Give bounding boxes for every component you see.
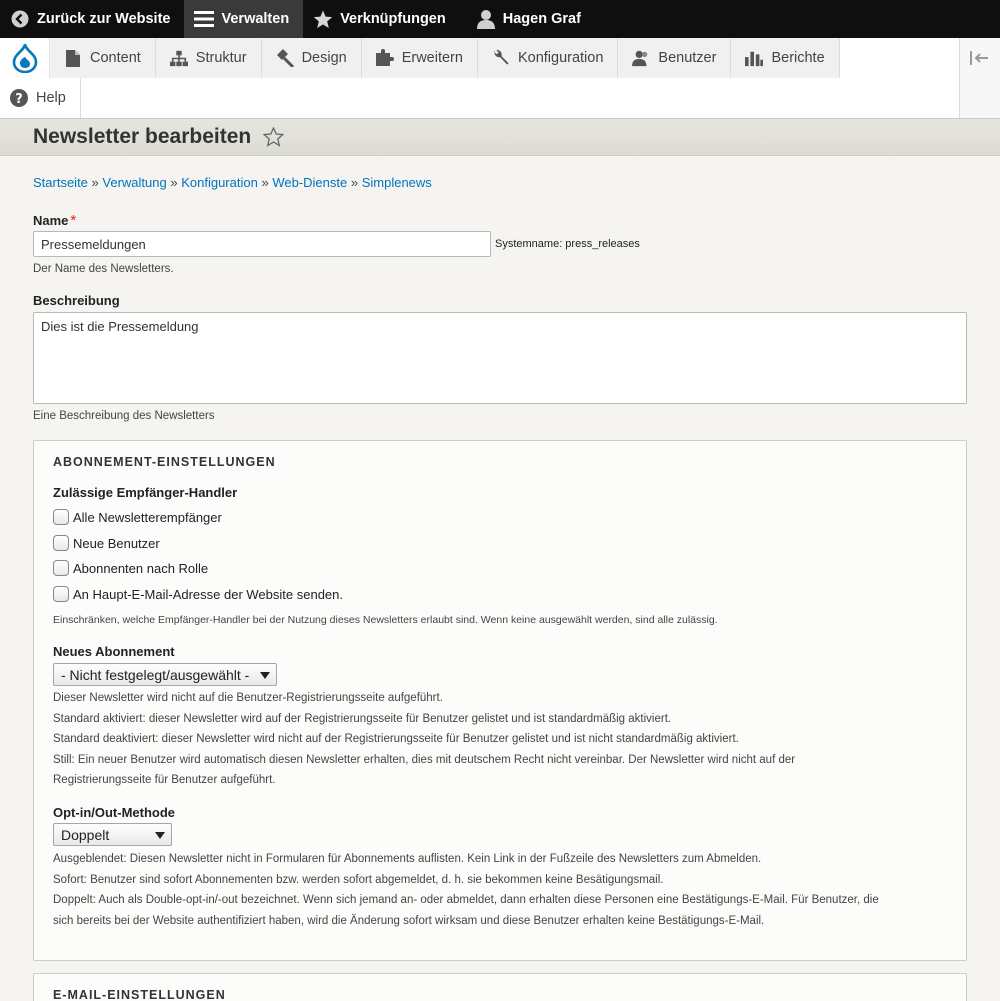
people-icon bbox=[632, 49, 650, 67]
back-arrow-icon bbox=[10, 9, 30, 29]
breadcrumb-separator: » bbox=[170, 175, 178, 190]
handler-checkbox-new-users[interactable] bbox=[53, 535, 160, 551]
breadcrumb-separator: » bbox=[350, 175, 359, 190]
description-label: Beschreibung bbox=[33, 293, 120, 308]
new-subscription-help bbox=[53, 688, 943, 791]
tray-item-configuration-label: Konfiguration bbox=[517, 50, 604, 66]
checkbox[interactable] bbox=[53, 560, 69, 576]
subscription-legend: ABONNEMENT-EINSTELLUNGEN bbox=[53, 455, 276, 469]
breadcrumb-home[interactable]: Startseite bbox=[33, 175, 88, 190]
help-line: sich bereits bei der Website authentifiziert haben, wird die Änderung sofort wirksam und diese Benutzer erhalten keine Bestätigungs-E-Mail. bbox=[53, 914, 765, 927]
new-subscription-select[interactable] bbox=[53, 663, 277, 686]
breadcrumb-admin[interactable]: Verwaltung bbox=[102, 175, 167, 190]
machine-name: Systemname: press_releases bbox=[495, 238, 640, 250]
breadcrumb-config[interactable]: Konfiguration bbox=[181, 175, 258, 190]
page-header bbox=[0, 118, 1000, 156]
sitemap-icon bbox=[170, 49, 188, 67]
user-icon bbox=[476, 9, 496, 29]
user-label: Hagen Graf bbox=[502, 11, 581, 27]
puzzle-icon bbox=[376, 49, 394, 67]
chevron-down-icon bbox=[155, 832, 165, 839]
handler-checkbox-by-role[interactable] bbox=[53, 560, 208, 576]
tray-item-help[interactable] bbox=[0, 78, 81, 118]
back-to-site-label: Zurück zur Website bbox=[37, 11, 171, 27]
handler-label: An Haupt-E-Mail-Adresse der Website senden. bbox=[73, 586, 343, 602]
checkbox[interactable] bbox=[53, 509, 69, 525]
optin-method-value: Doppelt bbox=[61, 826, 110, 843]
email-legend: E-MAIL-EINSTELLUNGEN bbox=[53, 988, 226, 1001]
bar-chart-icon bbox=[745, 49, 763, 67]
required-marker: * bbox=[70, 212, 77, 229]
tray-item-people[interactable] bbox=[618, 38, 731, 78]
breadcrumb-separator: » bbox=[261, 175, 269, 190]
name-label-text: Name bbox=[33, 213, 69, 228]
subscription-settings-fieldset bbox=[33, 440, 967, 961]
add-shortcut-star-icon[interactable] bbox=[263, 127, 284, 150]
tray-item-content-label: Content bbox=[90, 50, 141, 66]
tray-item-design[interactable] bbox=[262, 38, 362, 78]
star-icon bbox=[313, 9, 333, 29]
admin-toolbar bbox=[0, 0, 1000, 38]
breadcrumb-simplenews[interactable]: Simplenews bbox=[361, 175, 432, 190]
optin-method-help bbox=[53, 849, 943, 931]
handlers-label: Zulässige Empfänger-Handler bbox=[53, 485, 238, 500]
tray-item-reports-label: Berichte bbox=[771, 50, 825, 66]
menu-icon bbox=[194, 9, 214, 29]
tray-item-extend-label: Erweitern bbox=[401, 50, 463, 66]
handler-label: Abonnenten nach Rolle bbox=[73, 560, 209, 576]
new-subscription-value: - Nicht festgelegt/ausgewählt - bbox=[61, 666, 250, 683]
tray-item-people-label: Benutzer bbox=[658, 50, 717, 66]
help-icon bbox=[10, 89, 28, 107]
manage-tab[interactable] bbox=[184, 0, 303, 38]
tray-item-reports[interactable] bbox=[731, 38, 839, 78]
manage-label: Verwalten bbox=[221, 11, 290, 27]
back-to-site-link[interactable] bbox=[0, 0, 184, 38]
help-line: Sofort: Benutzer sind sofort Abonnementen bzw. werden sofort abgemeldet, d. h. sie bekommen keine Besätigungsmail. bbox=[53, 873, 664, 886]
optin-method-select[interactable] bbox=[53, 823, 172, 846]
help-line: Ausgeblendet: Diesen Newsletter nicht in Formularen für Abonnements auflisten. Kein Link in der Fußzeile des Newsletters zum Abmelden. bbox=[53, 853, 762, 865]
new-subscription-label: Neues Abonnement bbox=[53, 644, 175, 659]
description-textarea[interactable] bbox=[33, 312, 967, 404]
help-line: Doppelt: Auch als Double-opt-in/-out bezeichnet. Wenn sich jemand an- oder abmeldet, dann erhalten diese Personen eine Bestätigungs-E-Mail. Für Benutzer, die bbox=[53, 894, 879, 906]
user-tab[interactable] bbox=[460, 0, 595, 38]
chevron-down-icon bbox=[260, 672, 270, 679]
handler-label: Alle Newsletterempfänger bbox=[73, 509, 222, 525]
tray-item-extend[interactable] bbox=[362, 38, 478, 78]
handlers-description: Einschränken, welche Empfänger-Handler bei der Nutzung dieses Newsletters erlaubt sind. Wenn keine ausgewählt werden, sind alle zulässig. bbox=[53, 614, 718, 626]
description-help: Eine Beschreibung des Newsletters bbox=[33, 410, 215, 422]
tray-item-structure-label: Struktur bbox=[195, 50, 247, 66]
email-settings-fieldset bbox=[33, 973, 967, 1001]
shortcuts-label: Verknüpfungen bbox=[340, 11, 446, 27]
wrench-icon bbox=[492, 49, 510, 67]
page-title: Newsletter bearbeiten bbox=[33, 125, 252, 148]
help-line: Still: Ein neuer Benutzer wird automatisch diesen Newsletter erhalten, dies mit deutschem Recht nicht vereinbar. Der Newsletter wird nicht auf der bbox=[53, 753, 796, 766]
name-description: Der Name des Newsletters. bbox=[33, 263, 174, 275]
breadcrumb-separator: » bbox=[91, 175, 99, 190]
handler-label: Neue Benutzer bbox=[73, 535, 160, 551]
shortcuts-tab[interactable] bbox=[303, 0, 460, 38]
handler-checkbox-all[interactable] bbox=[53, 509, 222, 525]
tray-item-configuration[interactable] bbox=[478, 38, 618, 78]
help-line: Standard deaktiviert: dieser Newsletter wird nicht auf der Registrierungsseite für Benutzer gelistet und ist nicht standardmäßig aktiviert. bbox=[53, 733, 739, 745]
collapse-left-icon bbox=[970, 50, 990, 69]
tray-item-design-label: Design bbox=[301, 50, 347, 66]
document-icon bbox=[64, 49, 82, 67]
svg-text:?: ? bbox=[15, 92, 23, 107]
admin-tray bbox=[0, 38, 1000, 118]
help-line: Registrierungsseite für Benutzer aufgeführt. bbox=[53, 774, 276, 786]
handler-checkbox-site-mail[interactable] bbox=[53, 586, 343, 602]
tray-item-structure[interactable] bbox=[156, 38, 262, 78]
help-line: Standard aktiviert: dieser Newsletter wird auf der Registrierungsseite für Benutzer gelistet und ist standardmäßig aktiviert. bbox=[53, 712, 672, 725]
checkbox[interactable] bbox=[53, 535, 69, 551]
tray-item-help-label: Help bbox=[36, 90, 66, 106]
breadcrumb bbox=[33, 175, 432, 190]
help-line: Dieser Newsletter wird nicht auf die Benutzer-Registrierungsseite aufgeführt. bbox=[53, 692, 443, 704]
optin-method-label: Opt-in/Out-Methode bbox=[53, 805, 176, 820]
tray-orientation-toggle[interactable] bbox=[959, 38, 1000, 118]
drupal-logo-icon[interactable] bbox=[0, 38, 50, 78]
name-field-label bbox=[33, 212, 76, 229]
paintbrush-icon bbox=[276, 49, 294, 67]
checkbox[interactable] bbox=[53, 586, 69, 602]
breadcrumb-web-services[interactable]: Web-Dienste bbox=[272, 175, 348, 190]
tray-item-content[interactable] bbox=[50, 38, 156, 78]
name-input[interactable] bbox=[33, 231, 491, 257]
